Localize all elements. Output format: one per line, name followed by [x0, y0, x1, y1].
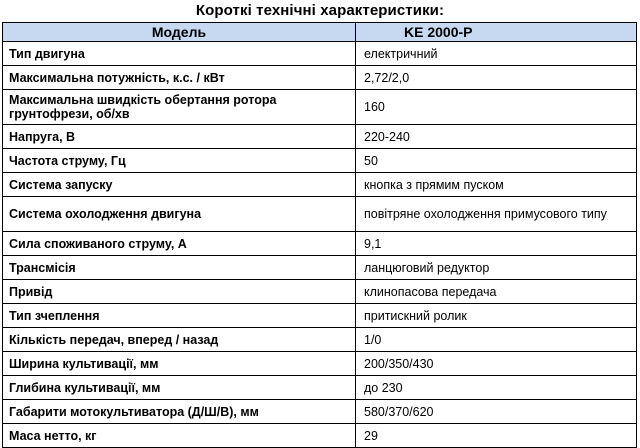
- spec-name: Габарити мотокультиватора (Д/Ш/В), мм: [3, 400, 356, 424]
- spec-name: Напруга, В: [3, 125, 356, 149]
- spec-value: 1/0: [356, 328, 637, 352]
- spec-value: 9,1: [356, 232, 637, 256]
- spec-value: 220-240: [356, 125, 637, 149]
- spec-name: Глибина культивації, мм: [3, 376, 356, 400]
- table-row: [3, 125, 637, 149]
- spec-name: Сила споживаного струму, А: [3, 232, 356, 256]
- table-row: [3, 256, 637, 280]
- table-row: [3, 149, 637, 173]
- spec-value: 2,72/2,0: [356, 66, 637, 90]
- spec-name: Ширина культивації, мм: [3, 352, 356, 376]
- table-row: [3, 352, 637, 376]
- spec-value: 160: [356, 90, 637, 125]
- table-row: [3, 173, 637, 197]
- spec-name: Тип двигуна: [3, 42, 356, 66]
- table-row: [3, 197, 637, 232]
- specs-table: [2, 22, 637, 448]
- table-row: [3, 400, 637, 424]
- spec-name: Максимальна потужність, к.с. / кВт: [3, 66, 356, 90]
- spec-value: ланцюговий редуктор: [356, 256, 637, 280]
- table-row: [3, 376, 637, 400]
- spec-value: 29: [356, 424, 637, 448]
- table-row: [3, 42, 637, 66]
- table-row: [3, 90, 637, 125]
- table-row: [3, 424, 637, 448]
- spec-value: 50: [356, 149, 637, 173]
- header-model-label: Модель: [3, 23, 356, 42]
- spec-value: кнопка з прямим пуском: [356, 173, 637, 197]
- table-header-row: [3, 23, 637, 42]
- spec-value: притискний ролик: [356, 304, 637, 328]
- spec-name: Система охолодження двигуна: [3, 197, 356, 232]
- table-row: [3, 280, 637, 304]
- spec-value: повітряне охолодження примусового типу: [356, 197, 637, 232]
- table-row: [3, 232, 637, 256]
- table-row: [3, 66, 637, 90]
- spec-value: 580/370/620: [356, 400, 637, 424]
- spec-value: клинопасова передача: [356, 280, 637, 304]
- table-row: [3, 304, 637, 328]
- specs-table-body: [3, 42, 637, 448]
- spec-name: Маса нетто, кг: [3, 424, 356, 448]
- spec-value: електричний: [356, 42, 637, 66]
- spec-name: Трансмісія: [3, 256, 356, 280]
- spec-name: Частота струму, Гц: [3, 149, 356, 173]
- page-title: Короткі технічні характеристики:: [195, 2, 445, 19]
- spec-name: Тип зчеплення: [3, 304, 356, 328]
- header-model-value: KE 2000-P: [356, 23, 637, 42]
- spec-name: Кількість передач, вперед / назад: [3, 328, 356, 352]
- spec-name: Система запуску: [3, 173, 356, 197]
- spec-name: Привід: [3, 280, 356, 304]
- spec-value: до 230: [356, 376, 637, 400]
- spec-value: 200/350/430: [356, 352, 637, 376]
- table-row: [3, 328, 637, 352]
- spec-name: Максимальна швидкість обертання ротора грунтофрези, об/хв: [3, 90, 356, 125]
